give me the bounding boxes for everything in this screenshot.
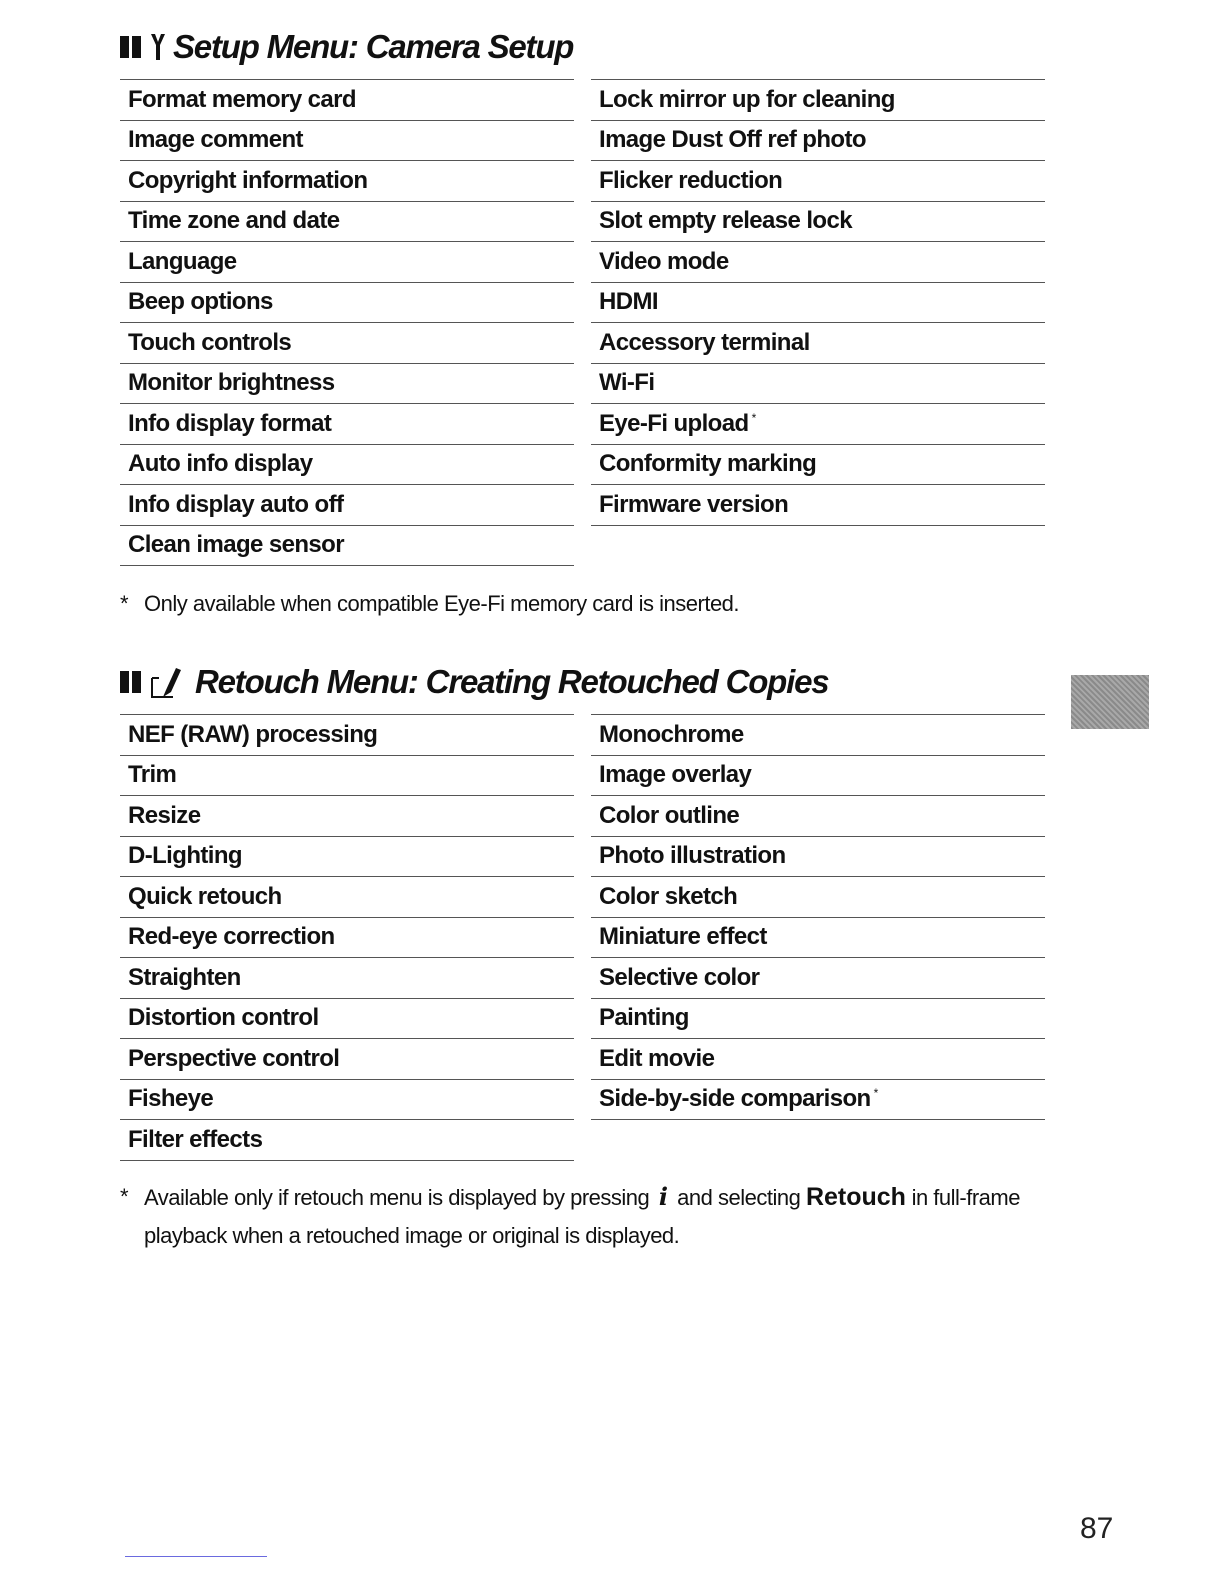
menu-item [591,202,1045,243]
menu-item [120,242,574,283]
section-marker-icon [120,671,141,693]
menu-item [120,1080,574,1121]
menu-item [591,715,1045,756]
menu-item [120,161,574,202]
menu-item [591,958,1045,999]
setup-menu-footnote [120,585,1050,623]
menu-item-label: Accessory terminal [599,328,810,356]
menu-item [591,1080,1045,1121]
menu-item-label: D-Lighting [128,842,242,870]
menu-item [591,161,1045,202]
menu-item-label: Red-eye correction [128,923,335,951]
menu-item [120,121,574,162]
setup-menu-right-column [591,79,1045,566]
menu-item-label: Language [128,247,237,275]
menu-item [120,756,574,797]
menu-item [591,1039,1045,1080]
menu-item [591,404,1045,445]
menu-item [120,918,574,959]
menu-item [120,715,574,756]
menu-item-label: Eye-Fi upload [599,409,749,437]
menu-item-label: Perspective control [128,1044,340,1072]
menu-item-label: Flicker reduction [599,166,783,194]
menu-item-label: NEF (RAW) processing [128,720,378,748]
menu-item [591,121,1045,162]
retouch-menu-heading [120,660,828,704]
menu-item [591,364,1045,405]
menu-item [120,445,574,486]
menu-item-label: Photo illustration [599,842,786,870]
menu-item-label: Monochrome [599,720,744,748]
menu-item-label: Fisheye [128,1085,214,1113]
menu-item [120,283,574,324]
wrench-icon [149,32,167,62]
menu-item [120,485,574,526]
menu-item-label: Image Dust Off ref photo [599,126,866,154]
menu-item [591,445,1045,486]
retouch-menu-left-column [120,714,574,1161]
menu-item [120,958,574,999]
setup-menu-table [120,79,1045,566]
setup-menu-title: Setup Menu: Camera Setup [173,28,574,65]
bottom-rule [125,1556,267,1557]
menu-item-label: Distortion control [128,1004,319,1032]
menu-item [120,837,574,878]
menu-item-label: Time zone and date [128,207,340,235]
menu-item-label: Color sketch [599,882,738,910]
menu-item-label: Straighten [128,963,241,991]
menu-item [591,283,1045,324]
menu-item-label: Trim [128,761,177,789]
menu-item-label: Filter effects [128,1125,263,1153]
menu-item-label: Wi-Fi [599,369,655,397]
menu-item-label: Copyright information [128,166,368,194]
menu-item [591,796,1045,837]
menu-item [591,837,1045,878]
menu-item [120,323,574,364]
menu-item-label: Firmware version [599,490,789,518]
menu-item [120,1039,574,1080]
retouch-option-label: Retouch [805,1183,906,1211]
menu-item [120,999,574,1040]
menu-item [120,202,574,243]
menu-item-label: Edit movie [599,1044,715,1072]
footnote-text-part: and selecting [677,1185,801,1210]
menu-item-label: Lock mirror up for cleaning [599,85,895,113]
menu-item [591,242,1045,283]
menu-item-label: Side-by-side comparison [599,1085,871,1113]
menu-item [120,364,574,405]
footnote-mark: * [120,1184,129,1209]
menu-item-label: Selective color [599,963,760,991]
menu-item-label: Slot empty release lock [599,207,852,235]
footnote-mark: * [751,410,756,425]
menu-item [591,323,1045,364]
menu-item-label: Image overlay [599,761,752,789]
footnote-mark: * [873,1086,878,1101]
chapter-thumb-tab [1071,675,1149,729]
page-number: 87 [1080,1512,1114,1545]
menu-item-label: Painting [599,1004,689,1032]
menu-item-label: Video mode [599,247,729,275]
menu-item [591,80,1045,121]
retouch-menu-footnote [120,1178,1050,1255]
menu-item-label: Clean image sensor [128,531,344,559]
menu-item [591,918,1045,959]
menu-item-label: Touch controls [128,328,292,356]
footnote-text-part: Available only if retouch menu is displayed by pressing [144,1185,650,1210]
setup-menu-heading [120,25,573,69]
menu-item-label: Quick retouch [128,882,282,910]
menu-item-label: Resize [128,801,201,829]
menu-item-label: Image comment [128,126,303,154]
footnote-mark: * [120,591,129,616]
footnote-text [144,1178,1034,1255]
menu-item-label: Miniature effect [599,923,767,951]
menu-item-label: Auto info display [128,450,313,478]
menu-item-label: Monitor brightness [128,369,335,397]
footnote-text-part: in full-frame playback when a retouched image or original is displayed. [144,1185,1020,1248]
retouch-menu-table [120,714,1045,1161]
menu-item [120,796,574,837]
menu-item [591,756,1045,797]
menu-item-label: Info display auto off [128,490,344,518]
menu-item-label: Format memory card [128,85,356,113]
menu-item [120,1120,574,1161]
menu-item-label: Color outline [599,801,740,829]
menu-item [591,999,1045,1040]
menu-item [120,80,574,121]
section-marker-icon [120,36,141,58]
menu-item-label: Beep options [128,288,273,316]
retouch-menu-right-column [591,714,1045,1161]
footnote-text: Only available when compatible Eye-Fi memory card is inserted. [144,591,740,616]
menu-item-label: Conformity marking [599,450,817,478]
retouch-brush-icon [149,664,189,700]
menu-item [120,877,574,918]
menu-item [120,404,574,445]
menu-item-label: Info display format [128,409,332,437]
menu-item [120,526,574,567]
retouch-menu-title: Retouch Menu: Creating Retouched Copies [195,663,829,700]
menu-item [591,485,1045,526]
info-button-icon: i [658,1182,668,1211]
menu-item [591,877,1045,918]
menu-item-label: HDMI [599,288,658,316]
setup-menu-left-column [120,79,574,566]
